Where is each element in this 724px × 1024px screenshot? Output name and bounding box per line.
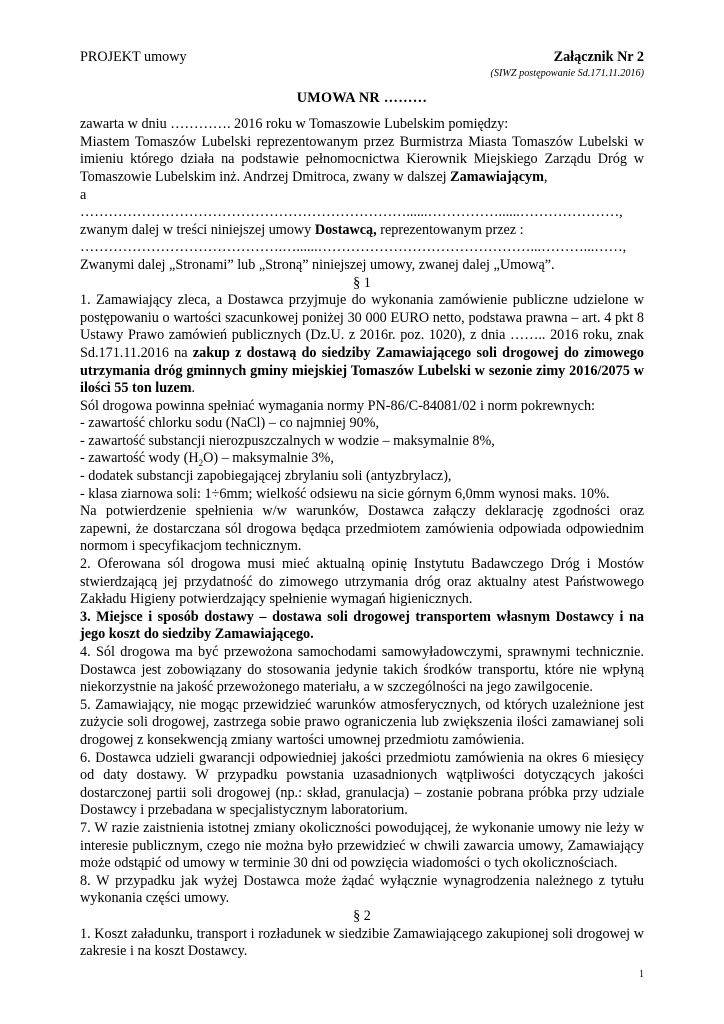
supplier-name-placeholder: ……………………………………………………………......……………......…………………, [80,204,623,221]
zamawiajacy-term: Zamawiającym [450,168,544,185]
dostawca-term: Dostawcą, [314,221,377,238]
order-subject: zakup z dostawą do siedziby Zamawiającego soli drogowej do zimowego utrzymania dróg gminnych gminy miejskiej Tomaszów Lubelski w sezonie zimy 2016/2075 w ilości 55 ton luzem [80,344,644,397]
section-1-point-7: 7. W razie zaistnienia istotnej zmiany okoliczności powodującej, że wykonanie umowy nie leży w interesie publicznym, czego nie można było przewidzieć w chwili zawarcia umowy, Zamawiający może odstąpić od umowy w terminie 30 dni od powzięcia wiadomości o tych okolicznościach. [80,819,644,872]
requirement-item: - zawartość substancji nierozpuszczalnych w wodzie – maksymalnie 8%, [80,432,495,449]
siwz-reference: (SIWZ postępowanie Sd.171.11.2016) [490,67,644,79]
section-2-point-1: 1. Koszt załadunku, transport i rozładunek w siedzibie Zamawiającego zakupionej soli drogowej w zakresie i na koszt Dostawcy. [80,925,644,960]
requirement-item: - zawartość chlorku sodu (NaCl) – co najmniej 90%, [80,415,380,432]
conformity-statement: Na potwierdzenie spełnienia w/w warunków, Dostawca załączy deklarację zgodności oraz zapewni, że dostarczana sól drogowa będąca przedmiotem zamówienia odpowiada odpowiednim normom i specyfikacjom technicznym. [80,503,644,555]
section-1-point-4: 4. Sól drogowa ma być przewożona samochodami samowyładowczymi, sprawnymi technicznie. Dostawca jest zobowiązany do stosowania jedynie takich środków transportu, które nie wpłyną niekorzystnie na jakość przewożonego materiału, a w szczególności na jego zawilgocenie. [80,644,644,696]
norm-requirement: Sól drogowa powinna spełniać wymagania normy PN-86/C-84081/02 i norm pokrewnych: [80,397,596,414]
requirement-item: - zawartość wody $(H_2O)$ – maksymalnie 3%, [80,450,334,469]
section-1-point-6: 6. Dostawca udzieli gwarancji odpowiedniej jakości przedmiotu zamówienia na okres 6 miesięcy od daty dostawy. W przypadku powstania uzasadnionych wątpliwości dotyczących jakości dostarczonej partii soli drogowej (np.: skład, granulacja) – zostanie pobrana próbka przy udziale Dostawcy i przebadana w specjalistycznym laboratorium. [80,749,644,819]
section-1-point-3: 3. Miejsce i sposób dostawy – dostawa soli drogowej transportem własnym Dostawcy i na jego koszt do siedziby Zamawiającego. [80,608,644,643]
intro-party-town: Miastem Tomaszów Lubelski reprezentowanym przez Burmistrza Miasta Tomaszów Lubelski w imieniu którego działa na podstawie pełnomocnictwa Kierownik Miejskiego Zarządu Dróg w Tomaszowie Lubelskim inż. Andrzej Dmitroca, zwany w dalszej Zamawiającym, [80,133,644,185]
intro-party-supplier: zwanym dalej w treści niniejszej umowy Dostawcą, reprezentowanym przez : [80,221,524,238]
section-1-point-5: 5. Zamawiający, nie mogąc przewidzieć warunków atmosferycznych, od których uzależnione jest zużycie soli drogowej, zastrzega sobie prawo ograniczenia lub zwiększenia ilości zamawianej soli drogowej z konsekwencją zmiany wartości umownej przedmiotu zamówienia. [80,696,644,748]
requirement-item: - dodatek substancji zapobiegającej zbrylaniu soli (antyzbrylacz), [80,468,452,485]
supplier-rep-placeholder: …………………………………….…......………………………………………...………...……, [80,239,627,256]
project-label: PROJEKT umowy [80,49,187,65]
page-number: 1 [639,969,644,980]
intro-date-line: zawarta w dniu …………. 2016 roku w Tomaszowie Lubelskim pomiędzy: [80,116,509,133]
section-1-sign: § 1 [353,274,371,291]
section-2-sign: § 2 [353,907,371,924]
attachment-label: Załącznik Nr 2 [553,49,644,65]
section-1-point-2: 2. Oferowana sól drogowa musi mieć aktualną opinię Instytutu Badawczego Dróg i Mostów stwierdzającą jej przydatność do zimowego utrzymania dróg oraz aktualny atest Państwowego Zakładu Higieny potwierdzający spełnienie wymagań higienicznych. [80,556,644,608]
document-title: UMOWA NR ……… [296,89,428,106]
intro-parties-definition: Zwanymi dalej „Stronami” lub „Stroną” niniejszej umowy, zwanej dalej „Umową”. [80,256,555,273]
requirement-item: - klasa ziarnowa soli: 1÷6mm; wielkość odsiewu na sicie górnym 6,0mm wynosi maks. 10%. [80,485,610,502]
intro-and: a [80,186,87,203]
section-1-point-8: 8. W przypadku jak wyżej Dostawca może żądać wyłącznie wynagrodzenia należnego z tytułu wykonania części umowy. [80,872,644,907]
section-1-point-1: 1. Zamawiający zleca, a Dostawca przyjmuje do wykonania zamówienie publiczne udzielone w postępowaniu o wartości szacunkowej poniżej 30 000 EURO netto, podstawa prawna – art. 4 pkt 8 Ustawy Prawo zamówień publicznych (Dz.U. z 2016r. poz. 1020), z dnia …….. 2016 roku, znak Sd.171.11.2016 na zakup z dostawą do siedziby Zamawiającego soli drogowej do zimowego utrzymania dróg gminnych gminy miejskiej Tomaszów Lubelski w sezonie zimy 2016/2075 w ilości 55 ton luzem. [80,292,644,397]
document-header [80,49,644,67]
